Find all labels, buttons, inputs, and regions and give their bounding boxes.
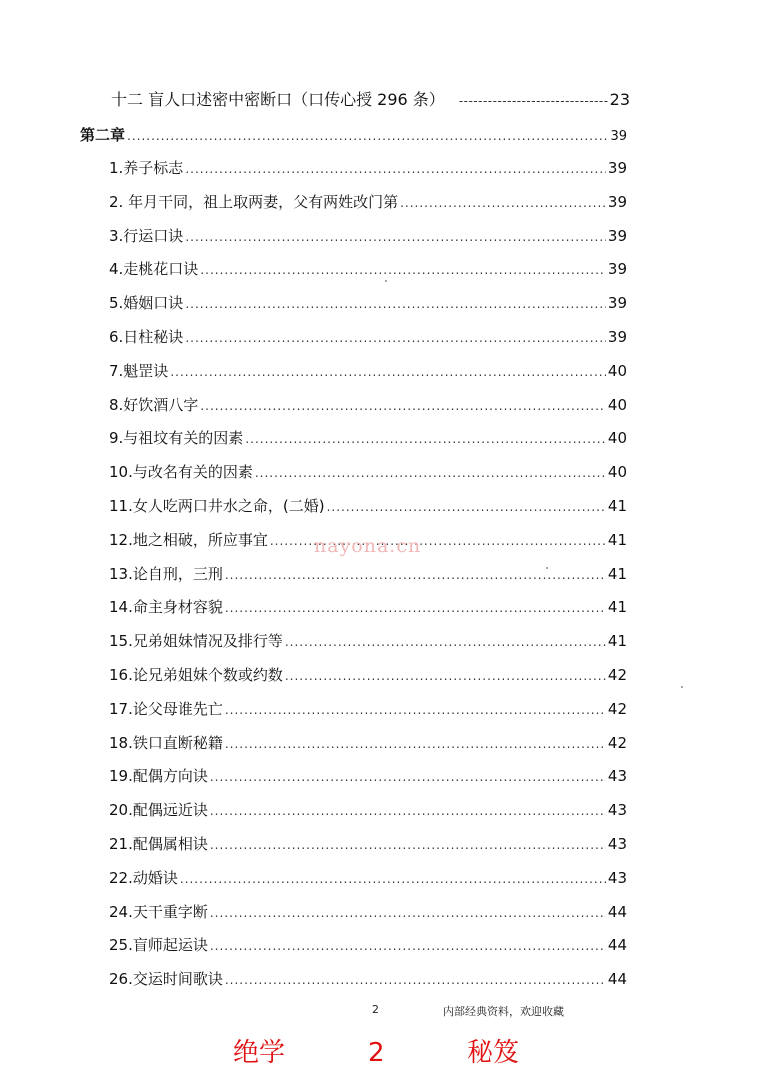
toc-item-page: 41 <box>607 598 627 616</box>
toc-item[interactable] <box>109 327 627 348</box>
toc-item[interactable] <box>109 935 627 956</box>
toc-leader <box>170 362 606 382</box>
toc-item-label: 6.日柱秘诀 <box>109 328 184 346</box>
toc-item[interactable] <box>109 428 627 449</box>
footer-page-number: 2 <box>372 1003 379 1016</box>
toc-item-label: 13.论自刑，三刑 <box>109 565 223 583</box>
banner-left-text: 绝学 <box>233 1038 286 1068</box>
toc-leader <box>400 193 606 213</box>
toc-item-page: 41 <box>607 531 627 549</box>
toc-item-page: 39 <box>607 294 627 312</box>
toc-leader <box>185 227 606 247</box>
toc-item-page: 43 <box>607 835 627 853</box>
toc-item-page: 39 <box>607 328 627 346</box>
toc-leader <box>200 260 606 280</box>
toc-item-label: 4.走桃花口诀 <box>109 260 199 278</box>
toc-leader <box>210 801 606 821</box>
toc-leader <box>210 835 606 855</box>
toc-item-label: 10.与改名有关的因素 <box>109 463 253 481</box>
toc-item-label: 20.配偶远近诀 <box>109 801 208 819</box>
toc-item[interactable] <box>109 699 627 720</box>
toc-item[interactable] <box>109 766 627 787</box>
toc-item-label: 3.行运口诀 <box>109 227 184 245</box>
toc-leader <box>210 936 606 956</box>
banner-middle-text: 2 <box>368 1038 385 1068</box>
toc-leader <box>127 126 608 146</box>
toc-item-page: 40 <box>607 396 627 414</box>
toc-item-label: 24.天干重字断 <box>109 903 208 921</box>
toc-item-label: 26.交运时间歌诀 <box>109 970 223 988</box>
toc-item-label: 7.魁罡诀 <box>109 362 169 380</box>
scan-speck <box>681 686 683 688</box>
toc-item-page: 40 <box>607 362 627 380</box>
toc-item-page: 43 <box>607 869 627 887</box>
toc-leader <box>245 429 606 449</box>
toc-item-page: 43 <box>607 801 627 819</box>
toc-item[interactable] <box>109 192 627 213</box>
toc-leader <box>285 632 606 652</box>
toc-item[interactable] <box>109 800 627 821</box>
toc-item-label: 12.地之相破，所应事宜 <box>109 531 268 549</box>
toc-leader <box>225 734 606 754</box>
toc-item[interactable] <box>109 259 627 280</box>
toc-item-page: 42 <box>607 666 627 684</box>
scan-speck <box>385 280 387 282</box>
toc-item-page: 41 <box>607 497 627 515</box>
toc-leader <box>327 497 606 517</box>
toc-section-12-label: 十二 盲人口述密中密断口（口传心授 296 条） <box>111 90 445 109</box>
toc-leader <box>200 396 606 416</box>
toc-item-label: 19.配偶方向诀 <box>109 767 208 785</box>
toc-item-label: 8.好饮酒八字 <box>109 396 199 414</box>
toc-item-page: 42 <box>607 734 627 752</box>
toc-leader <box>255 463 606 483</box>
toc-item-page: 39 <box>607 260 627 278</box>
toc-item-page: 43 <box>607 767 627 785</box>
toc-chapter-2-label: 第二章 <box>80 126 126 144</box>
toc-leader <box>185 159 606 179</box>
toc-item[interactable] <box>109 361 627 382</box>
toc-item-page: 44 <box>607 936 627 954</box>
toc-item-label: 25.盲师起运诀 <box>109 936 208 954</box>
toc-item-label: 11.女人吃两口井水之命，(二婚) <box>109 497 325 515</box>
toc-item-label: 15.兄弟姐妹情况及排行等 <box>109 632 283 650</box>
toc-item-label: 14.命主身材容貌 <box>109 598 223 616</box>
toc-item[interactable] <box>109 597 627 618</box>
toc-item-label: 17.论父母谁先亡 <box>109 700 223 718</box>
toc-item[interactable] <box>109 462 627 483</box>
toc-item[interactable] <box>109 293 627 314</box>
toc-item[interactable] <box>109 226 627 247</box>
toc-leader <box>459 91 608 111</box>
toc-item-page: 40 <box>607 429 627 447</box>
toc-item-page: 39 <box>607 193 627 211</box>
toc-item-page: 42 <box>607 700 627 718</box>
toc-item[interactable] <box>109 902 627 923</box>
toc-item-label: 2. 年月干同，祖上取两妻，父有两姓改门第 <box>109 193 399 211</box>
toc-item-page: 40 <box>607 463 627 481</box>
toc-item-page: 39 <box>607 227 627 245</box>
toc-chapter-2[interactable] <box>80 125 627 147</box>
toc-item-label: 9.与祖坟有关的因素 <box>109 429 244 447</box>
toc-item[interactable] <box>109 969 627 990</box>
toc-leader <box>185 294 606 314</box>
footer-note: 内部经典资料，欢迎收藏 <box>443 1005 564 1018</box>
toc-item[interactable] <box>109 665 627 686</box>
toc-item[interactable] <box>109 868 627 889</box>
toc-leader <box>285 666 606 686</box>
toc-leader <box>185 328 606 348</box>
toc-leader <box>210 903 606 923</box>
watermark-text: nayona.cn <box>314 535 422 557</box>
toc-item-page: 44 <box>607 903 627 921</box>
toc-item-page: 39 <box>607 159 627 177</box>
banner-right-text: 秘笈 <box>467 1038 520 1068</box>
toc-item[interactable] <box>109 395 627 416</box>
toc-leader <box>180 869 606 889</box>
toc-item-label: 22.动婚诀 <box>109 869 178 887</box>
toc-item[interactable] <box>109 158 627 179</box>
toc-chapter-2-page: 39 <box>610 129 627 144</box>
toc-item[interactable] <box>109 496 627 517</box>
toc-leader <box>225 700 606 720</box>
toc-item-label: 18.铁口直断秘籍 <box>109 734 223 752</box>
toc-item-page: 41 <box>607 632 627 650</box>
toc-item-label: 16.论兄弟姐妹个数或约数 <box>109 666 283 684</box>
toc-item-label: 21.配偶属相诀 <box>109 835 208 853</box>
toc-item-label: 5.婚姻口诀 <box>109 294 184 312</box>
toc-leader <box>210 767 606 787</box>
toc-item[interactable] <box>109 834 627 855</box>
toc-item[interactable] <box>109 564 627 585</box>
toc-leader <box>225 598 606 618</box>
toc-item-page: 41 <box>607 565 627 583</box>
toc-leader <box>225 970 606 990</box>
toc-item[interactable] <box>109 733 627 754</box>
toc-item-label: 1.养子标志 <box>109 159 184 177</box>
toc-section-12-page: 23 <box>609 90 630 109</box>
toc-item[interactable] <box>109 631 627 652</box>
scan-speck <box>546 567 548 569</box>
toc-item-page: 44 <box>607 970 627 988</box>
toc-section-12[interactable] <box>111 90 630 111</box>
toc-leader <box>225 565 606 585</box>
